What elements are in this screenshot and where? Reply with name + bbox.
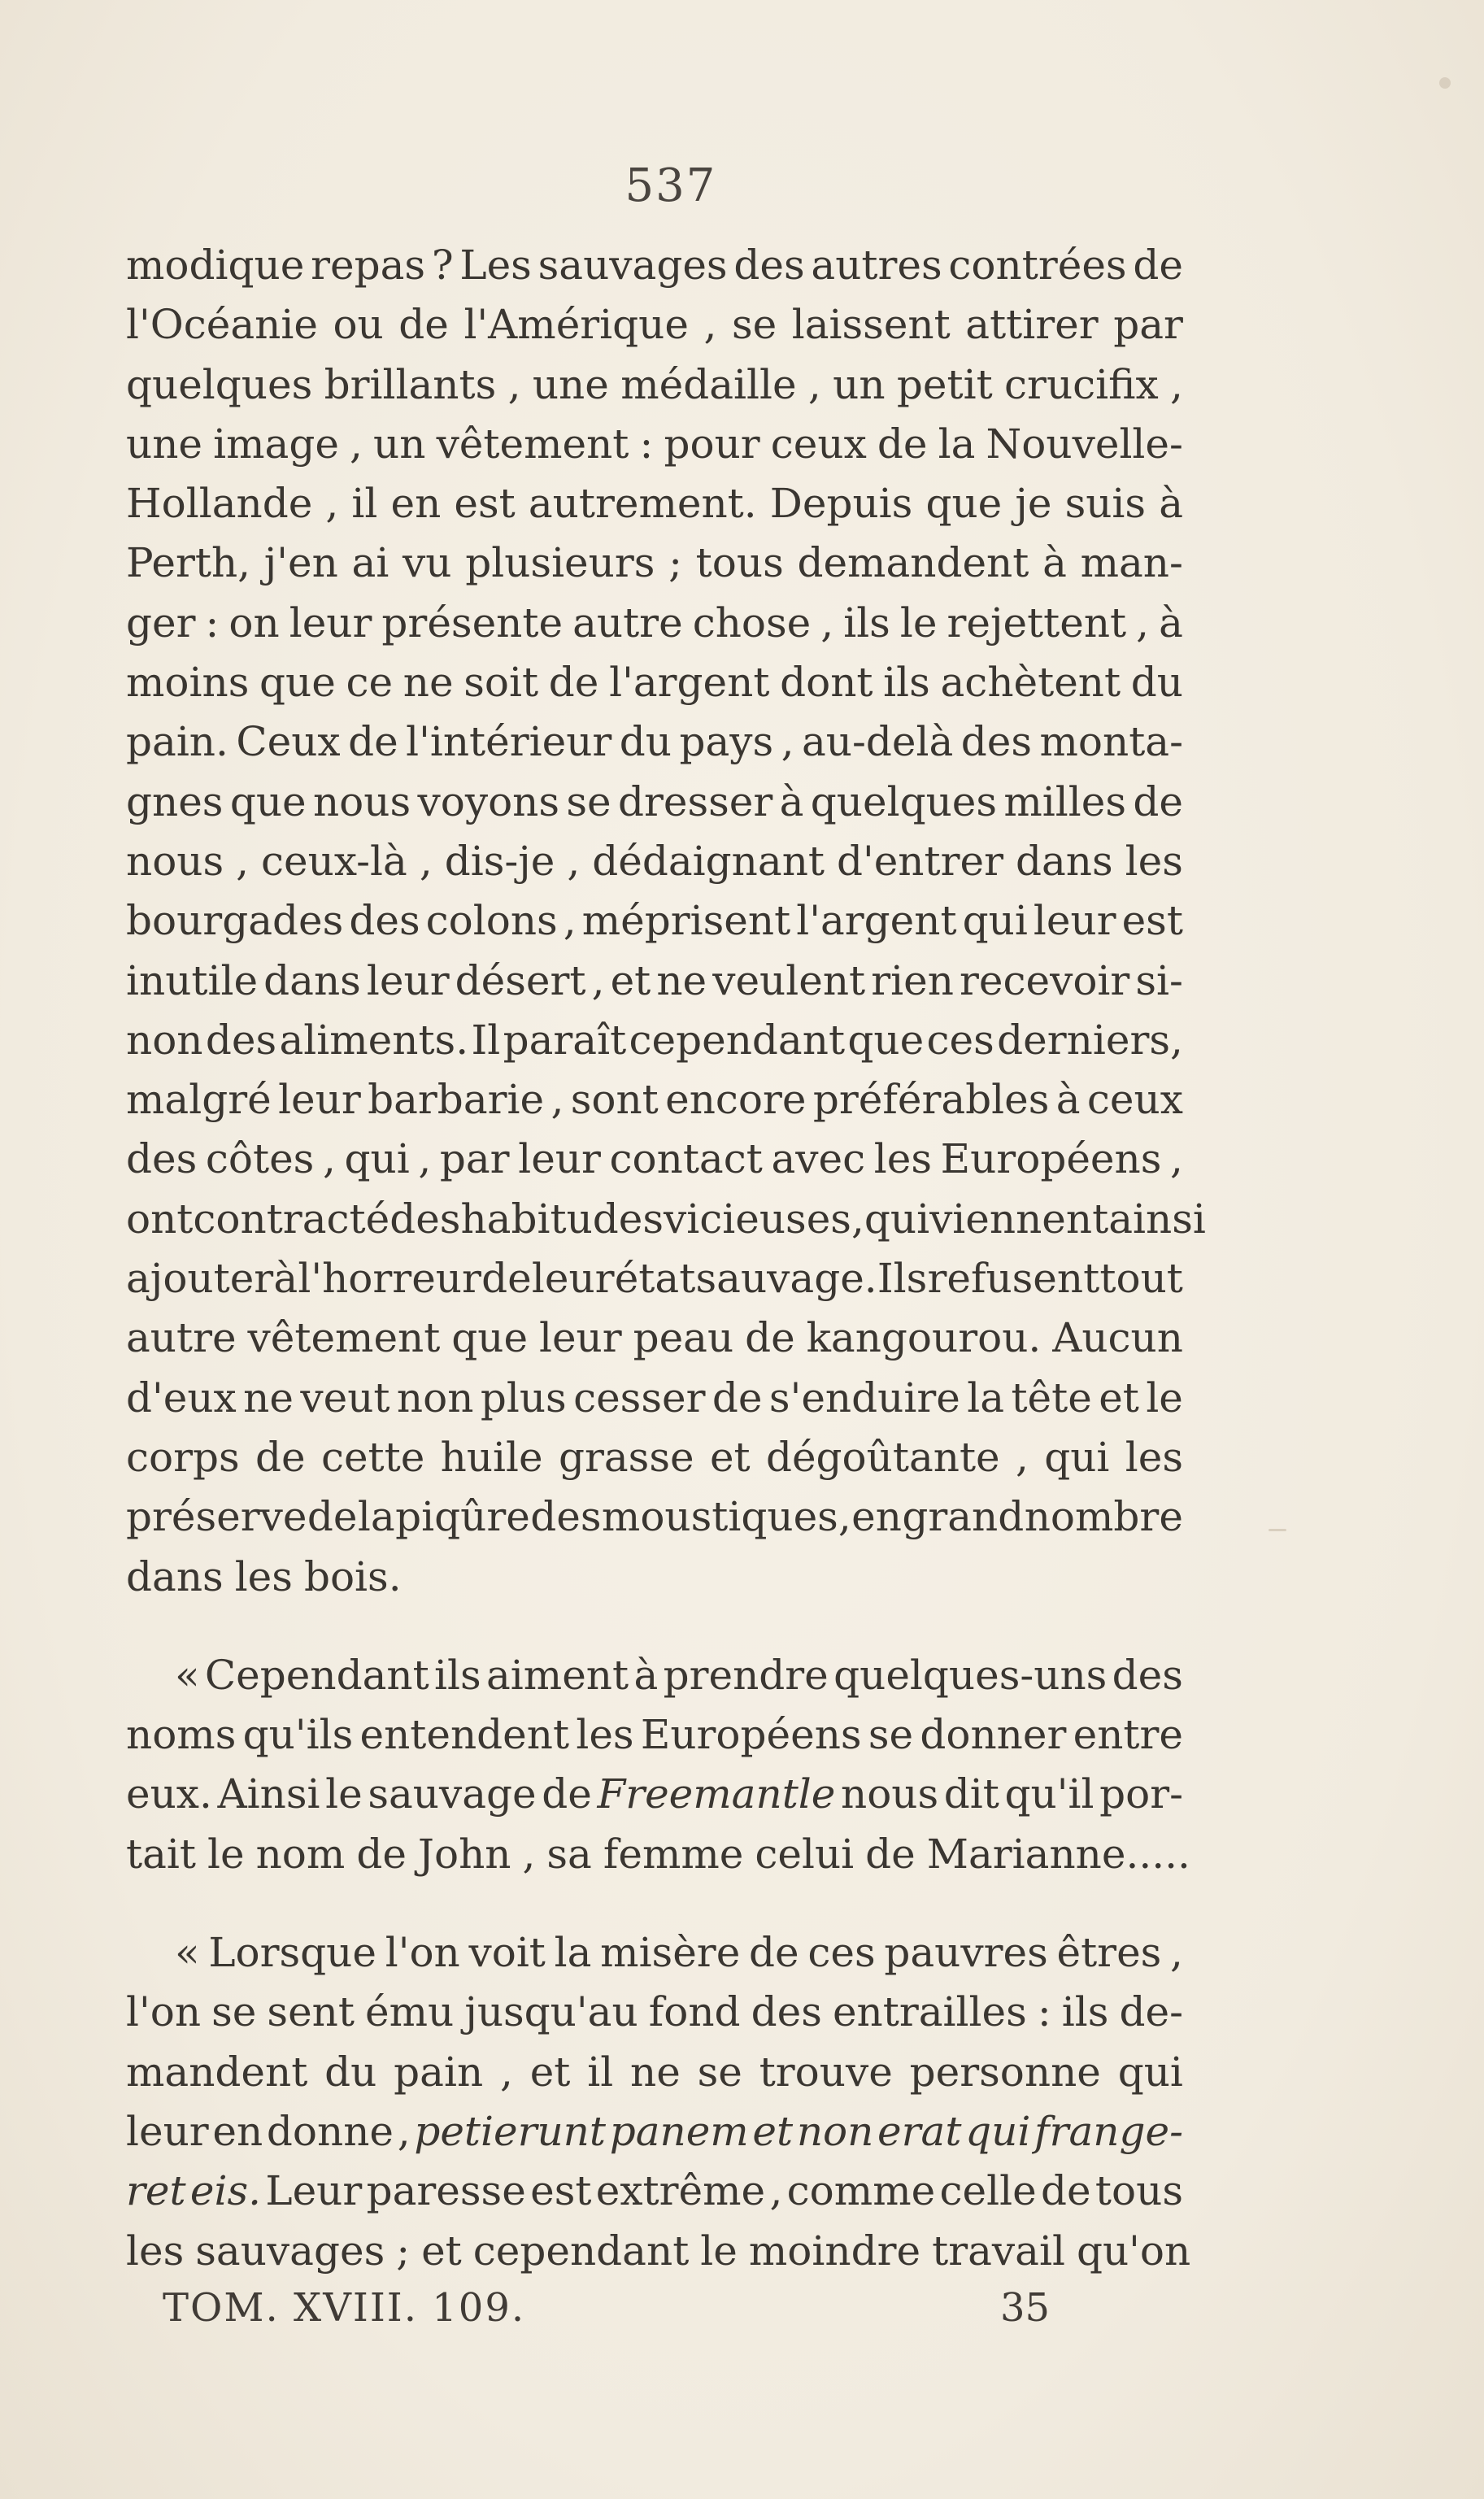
text-line: ont contracté des habitudes vicieuses, qui viennent ainsi: [126, 1195, 1206, 1243]
text-line: Perth, j'en ai vu plusieurs ; tous demandent à man-: [126, 539, 1183, 587]
text-line: « Cependant ils aiment à prendre quelques-uns des: [175, 1651, 1183, 1699]
text-line: ger : on leur présente autre chose , ils le rejettent , à: [126, 599, 1183, 647]
text-line: d'eux ne veut non plus cesser de s'enduire la tête et le: [126, 1374, 1183, 1421]
text-line: moins que ce ne soit de l'argent dont ils achètent du: [126, 659, 1183, 707]
text-line: pain. Ceux de l'intérieur du pays , au-delà des monta-: [126, 718, 1183, 766]
text-line: autre vêtement que leur peau de kangourou. Aucun: [126, 1314, 1183, 1362]
paragraph: [126, 1923, 1191, 2281]
paper-spot: [1439, 77, 1451, 89]
text-line: nous , ceux-là , dis-je , dédaignant d'entrer dans les: [126, 837, 1183, 885]
paragraph-gap: [126, 1884, 1183, 1923]
body-text: [126, 236, 1206, 2281]
text-line: tait le nom de John , sa femme celui de Marianne.....: [126, 1830, 1190, 1878]
text-line: leur en donne , petierunt panem et non erat qui frange-: [126, 2107, 1183, 2155]
text-line: malgré leur barbarie , sont encore préférables à ceux: [126, 1076, 1183, 1124]
text-line: gnes que nous voyons se dresser à quelques milles de: [126, 777, 1183, 825]
paragraph-gap: [126, 1607, 1183, 1646]
text-line: préserve de la piqûre des moustiques, en grand nombre: [126, 1493, 1183, 1541]
page-footer: [163, 2285, 1057, 2331]
text-line: corps de cette huile grasse et dégoûtante , qui les: [126, 1433, 1183, 1481]
text-line: l'Océanie ou de l'Amérique , se laissent attirer par: [126, 301, 1183, 349]
text-line: inutile dans leur désert , et ne veulent rien recevoir si-: [126, 956, 1183, 1004]
page-number: 537: [624, 159, 717, 212]
paper-mark: [1269, 1529, 1286, 1531]
text-line: dans les bois.: [126, 1552, 402, 1600]
text-line: une image , un vêtement : pour ceux de la Nouvelle-: [126, 420, 1183, 468]
text-line: ajouter à l'horreur de leur état sauvage. Ils refusent tout: [126, 1255, 1183, 1303]
text-line: quelques brillants , une médaille , un petit crucifix ,: [126, 360, 1183, 408]
paragraph: [126, 236, 1206, 1607]
printer-signature: TOM. XVIII. 109.: [163, 2285, 526, 2331]
text-line: ret eis. Leur paresse est extrême , comme celle de tous: [126, 2167, 1183, 2215]
text-line: non des aliments. Il paraît cependant que ces derniers,: [126, 1016, 1183, 1064]
text-line: noms qu'ils entendent les Européens se donner entre: [126, 1711, 1183, 1759]
signature-number: 35: [1000, 2285, 1051, 2331]
text-line: modique repas ? Les sauvages des autres contrées de: [126, 242, 1183, 289]
text-line: « Lorsque l'on voit la misère de ces pauvres êtres ,: [175, 1929, 1183, 1977]
text-line: Hollande , il en est autrement. Depuis que je suis à: [126, 480, 1183, 528]
text-line: bourgades des colons , méprisent l'argent qui leur est: [126, 897, 1183, 945]
text-line: l'on se sent ému jusqu'au fond des entrailles : ils de-: [126, 1988, 1183, 2036]
text-line: les sauvages ; et cependant le moindre travail qu'on: [126, 2227, 1191, 2275]
text-line: eux. Ainsi le sauvage de Freemantle nous dit qu'il por-: [126, 1770, 1183, 1818]
text-line: des côtes , qui , par leur contact avec les Européens ,: [126, 1135, 1183, 1183]
paragraph: [126, 1646, 1190, 1884]
text-line: mandent du pain , et il ne se trouve personne qui: [126, 2048, 1183, 2096]
